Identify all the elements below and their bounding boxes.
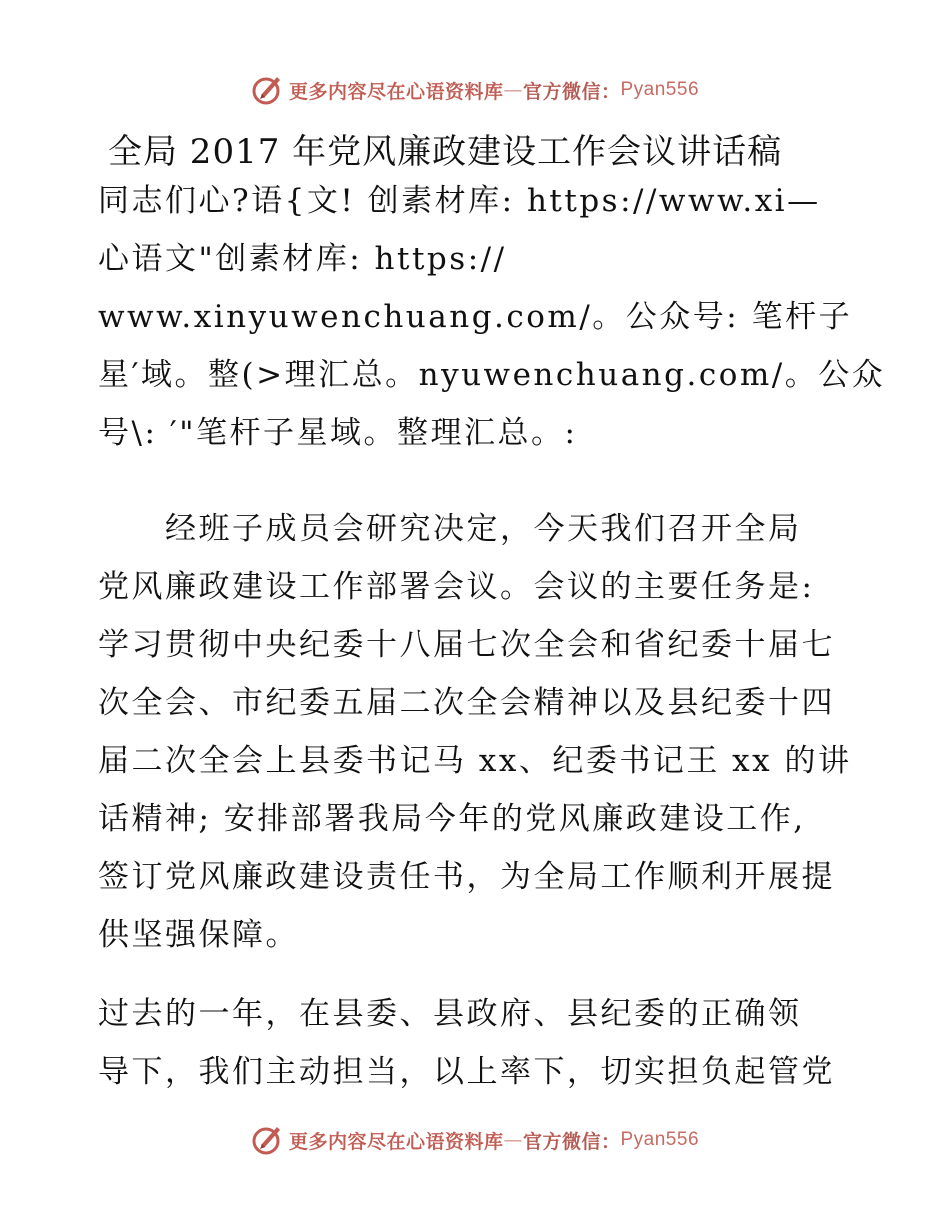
- text-line: 号\: ′"笔杆子星域。整理汇总。:: [98, 415, 578, 451]
- document-title: 全局 2017 年党风廉政建设工作会议讲话稿: [108, 132, 783, 172]
- watermark-official-label: 官方微信：: [522, 80, 621, 103]
- watermark-main-text: 更多内容尽在心语资料库: [288, 1130, 504, 1153]
- text-line: 星′域。整(>理汇总。nyuwenchuang.com/。公众: [98, 357, 886, 393]
- watermark-account: Pyan556: [620, 1129, 700, 1150]
- text-line: 心语文"创素材库: https://: [98, 241, 507, 277]
- text-line: 话精神; 安排部署我局今年的党风廉政建设工作,: [98, 801, 806, 837]
- text-line: 经班子成员会研究决定，今天我们召开全局: [98, 511, 802, 547]
- text-line: 次全会、市纪委五届二次全会精神以及县纪委十四: [98, 685, 835, 721]
- text-line: www.xinyuwenchuang.com/。公众号: 笔杆子: [98, 299, 853, 335]
- body-paragraph-1: [98, 500, 858, 964]
- watermark-separator: —: [503, 1129, 523, 1151]
- text-line: 学习贯彻中央纪委十八届七次全会和省纪委十届七: [98, 627, 835, 663]
- text-line: 同志们心?语{文! 创素材库: https://www.xi—: [98, 183, 821, 219]
- text-line: 导下，我们主动担当，以上率下，切实担负起管党: [98, 1054, 835, 1090]
- watermark-official-label: 官方微信：: [522, 1130, 621, 1153]
- watermark-account: Pyan556: [620, 79, 700, 100]
- quill-logo-icon: [251, 73, 285, 107]
- text-line: 届二次全会上县委书记马 xx、纪委书记王 xx 的讲: [98, 743, 852, 779]
- watermark-main-text: 更多内容尽在心语资料库: [288, 80, 504, 103]
- text-line: 供坚强保障。: [98, 917, 299, 953]
- quill-logo-icon: [251, 1123, 285, 1157]
- footer-watermark: [0, 1120, 950, 1160]
- text-line: 签订党风廉政建设责任书，为全局工作顺利开展提: [98, 859, 835, 895]
- header-watermark: [0, 70, 950, 110]
- watermark-separator: —: [503, 79, 523, 101]
- body-paragraph-2: [98, 985, 858, 1101]
- intro-paragraph: [98, 172, 886, 462]
- text-line: 党风廉政建设工作部署会议。会议的主要任务是:: [98, 569, 815, 605]
- text-line: 过去的一年，在县委、县政府、县纪委的正确领: [98, 996, 802, 1032]
